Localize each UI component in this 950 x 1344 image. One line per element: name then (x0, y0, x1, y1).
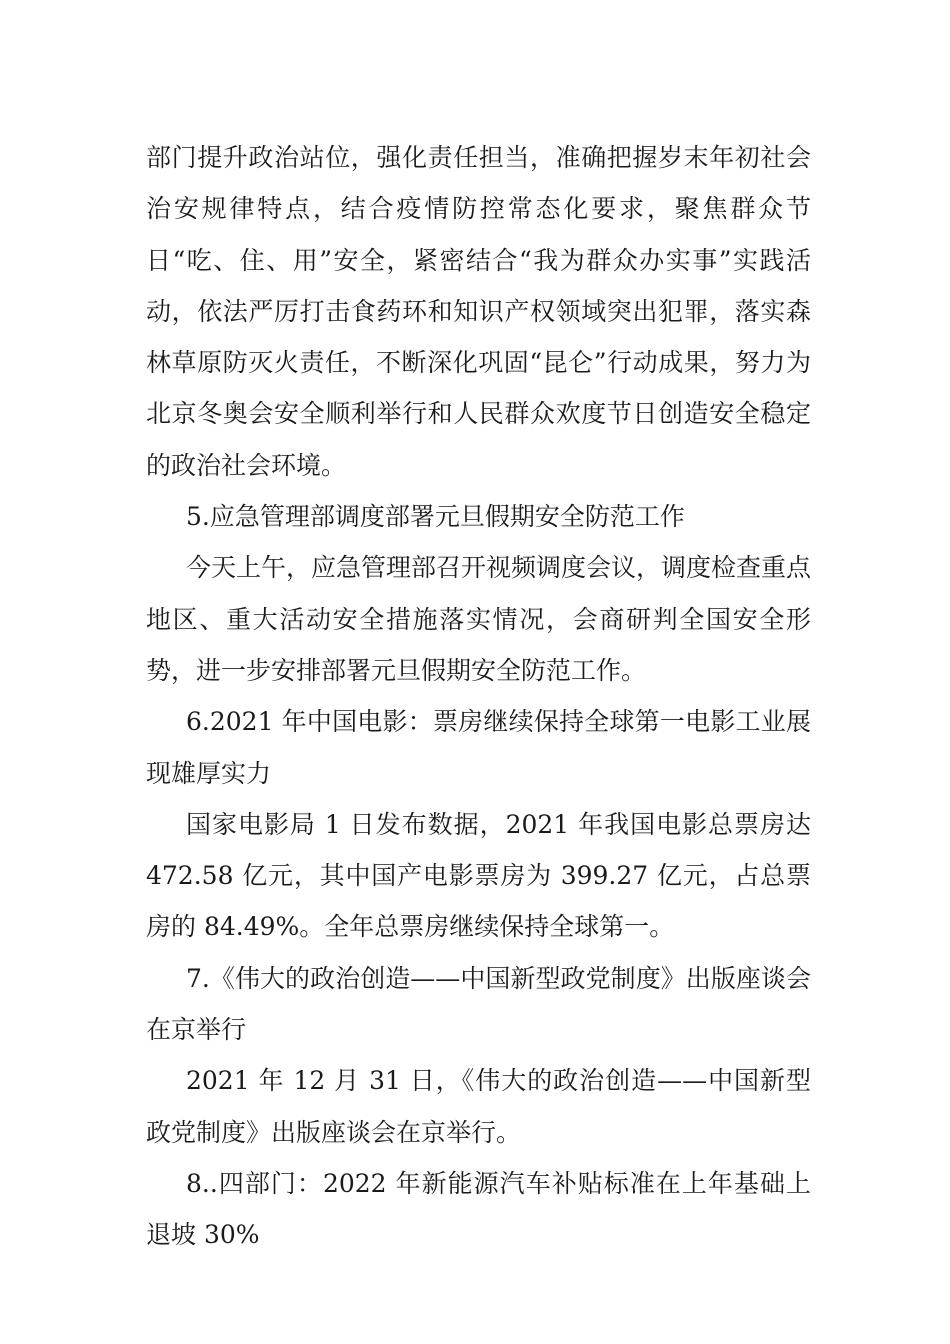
heading-item-8: 8..四部门：2022 年新能源汽车补贴标准在上年基础上退坡 30% (146, 1168, 811, 1250)
document-body (146, 132, 811, 1261)
heading-item-6: 6.2021 年中国电影：票房继续保持全球第一电影工业展现雄厚实力 (146, 707, 811, 788)
paragraph-item-6-body: 国家电影局 1 日发布数据，2021 年我国电影总票房达 472.58 亿元，其中国产电影票房为 399.27 亿元，占总票房的 84.49%。全年总票房继续保持全球第一。 (146, 809, 811, 942)
paragraph-item-5-body: 今天上午，应急管理部召开视频调度会议，调度检查重点地区、重大活动安全措施落实情况，会商研判全国安全形势，进一步安排部署元旦假期安全防范工作。 (146, 553, 812, 685)
heading-item-7: 7.《伟大的政治创造——中国新型政党制度》出版座谈会在京举行 (146, 963, 811, 1045)
paragraph-continuation: 部门提升政治站位，强化责任担当，准确把握岁末年初社会治安规律特点，结合疫情防控常态化要求，聚焦群众节日“吃、住、用”安全，紧密结合“我为群众办实事”实践活动，依法严厉打击食药环和知识产权领域突出犯罪，落实森林草原防灭火责任，不断深化巩固“昆仑”行动成果，努力为北京冬奥会安全顺利举行和人民群众欢度节日创造安全稳定的政治社会环境。 (146, 143, 811, 480)
paragraph-item-7-body: 2021 年 12 月 31 日，《伟大的政治创造——中国新型政党制度》出版座谈会在京举行。 (146, 1066, 811, 1147)
heading-item-5: 5.应急管理部调度部署元旦假期安全防范工作 (186, 502, 685, 532)
